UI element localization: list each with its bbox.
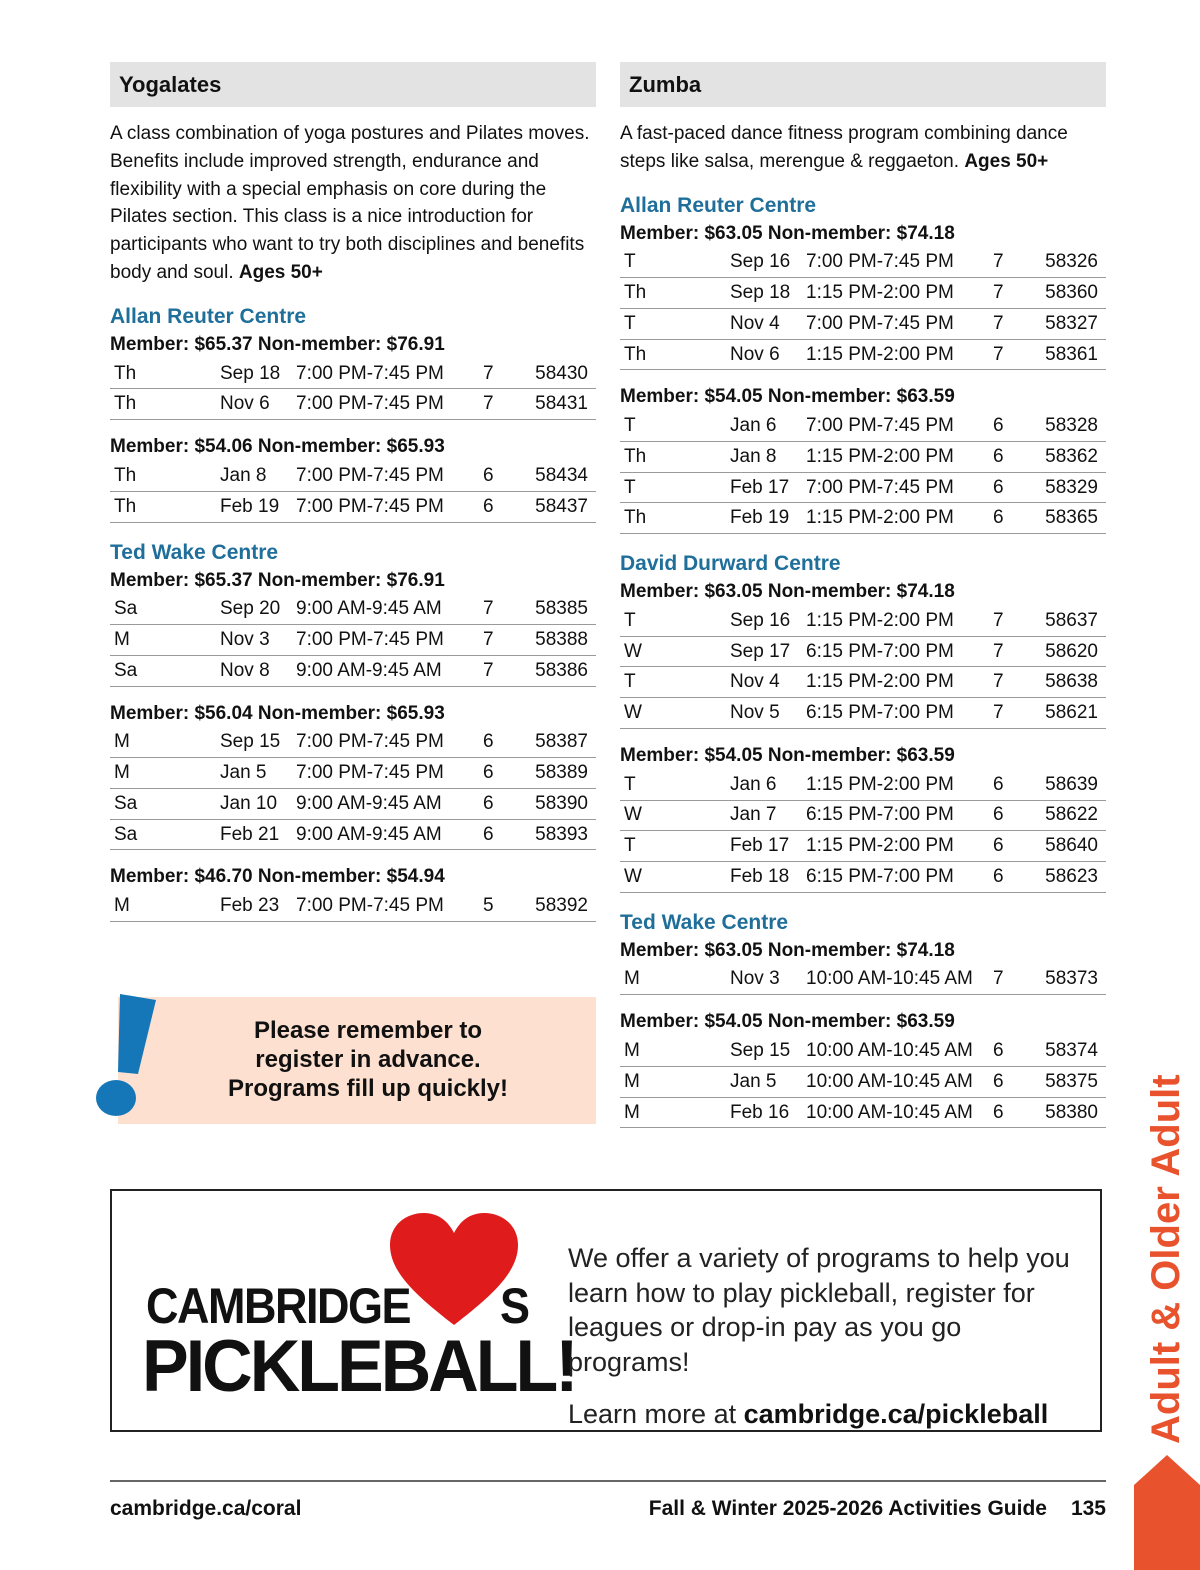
- time-cell: 7:00 PM-7:45 PM: [296, 891, 483, 921]
- day-cell: M: [110, 758, 220, 789]
- start-date-cell: Sep 15: [220, 728, 296, 758]
- course-code-cell: 58620: [1033, 636, 1106, 667]
- time-cell: 7:00 PM-7:45 PM: [296, 758, 483, 789]
- time-cell: 1:15 PM-2:00 PM: [806, 278, 993, 309]
- table-row: [620, 1066, 1106, 1097]
- start-date-cell: Feb 19: [730, 503, 806, 534]
- table-row: [620, 339, 1106, 370]
- centre-name: Allan Reuter Centre: [110, 304, 307, 328]
- day-cell: T: [620, 472, 730, 503]
- table-row: [110, 788, 596, 819]
- day-cell: Th: [620, 339, 730, 370]
- sessions-cell: 6: [993, 770, 1033, 800]
- table-row: [110, 359, 596, 389]
- course-code-cell: 58621: [1033, 698, 1106, 729]
- course-code-cell: 58360: [1033, 278, 1106, 309]
- page-number: 135: [1070, 1497, 1106, 1520]
- time-cell: 1:15 PM-2:00 PM: [806, 770, 993, 800]
- time-cell: 1:15 PM-2:00 PM: [806, 831, 993, 862]
- sessions-cell: 6: [993, 472, 1033, 503]
- table-row: [110, 491, 596, 522]
- time-cell: 6:15 PM-7:00 PM: [806, 861, 993, 892]
- table-row: [110, 461, 596, 491]
- day-cell: W: [620, 636, 730, 667]
- sessions-cell: 6: [993, 503, 1033, 534]
- logo-cambridge-text: CAMBRIDGE: [146, 1277, 410, 1335]
- start-date-cell: Sep 17: [730, 636, 806, 667]
- sessions-cell: 6: [483, 788, 523, 819]
- table-row: [110, 891, 596, 921]
- sessions-cell: 6: [993, 442, 1033, 473]
- time-cell: 10:00 AM-10:45 AM: [806, 965, 993, 995]
- course-code-cell: 58385: [523, 595, 596, 625]
- footer-url[interactable]: cambridge.ca/coral: [110, 1497, 302, 1520]
- course-code-cell: 58362: [1033, 442, 1106, 473]
- course-code-cell: 58637: [1033, 606, 1106, 636]
- sessions-cell: 7: [993, 339, 1033, 370]
- time-cell: 1:15 PM-2:00 PM: [806, 442, 993, 473]
- time-cell: 6:15 PM-7:00 PM: [806, 636, 993, 667]
- price-line: Member: $54.05 Non-member: $63.59: [620, 386, 955, 408]
- ad-learn-more: Learn more at cambridge.ca/pickleball: [568, 1399, 1049, 1429]
- day-cell: M: [110, 891, 220, 921]
- table-row: [620, 308, 1106, 339]
- day-cell: T: [620, 248, 730, 278]
- day-cell: M: [110, 625, 220, 656]
- time-cell: 10:00 AM-10:45 AM: [806, 1066, 993, 1097]
- table-row: [110, 655, 596, 686]
- table-row: [620, 831, 1106, 862]
- day-cell: Th: [110, 359, 220, 389]
- table-row: [620, 411, 1106, 441]
- course-code-cell: 58638: [1033, 667, 1106, 698]
- schedule-table: [620, 770, 1106, 893]
- start-date-cell: Nov 5: [730, 698, 806, 729]
- sessions-cell: 7: [483, 389, 523, 420]
- start-date-cell: Nov 4: [730, 308, 806, 339]
- price-line: Member: $65.37 Non-member: $76.91: [110, 569, 445, 591]
- start-date-cell: Feb 17: [730, 472, 806, 503]
- price-line: Member: $63.05 Non-member: $74.18: [620, 581, 955, 603]
- sessions-cell: 7: [993, 278, 1033, 309]
- centre-name: Ted Wake Centre: [110, 540, 279, 564]
- course-code-cell: 58380: [1033, 1097, 1106, 1128]
- ad-copy: [568, 1241, 1088, 1432]
- time-cell: 7:00 PM-7:45 PM: [806, 248, 993, 278]
- sessions-cell: 5: [483, 891, 523, 921]
- day-cell: M: [110, 728, 220, 758]
- sessions-cell: 7: [483, 595, 523, 625]
- pickleball-ad: [110, 1189, 1102, 1432]
- sessions-cell: 6: [483, 819, 523, 850]
- schedule-table: [110, 891, 596, 922]
- schedule-table: [110, 595, 596, 687]
- day-cell: W: [620, 861, 730, 892]
- table-row: [620, 770, 1106, 800]
- day-cell: M: [620, 965, 730, 995]
- start-date-cell: Jan 5: [730, 1066, 806, 1097]
- sessions-cell: 7: [483, 359, 523, 389]
- table-row: [620, 698, 1106, 729]
- price-line: Member: $56.04 Non-member: $65.93: [110, 702, 445, 724]
- time-cell: 7:00 PM-7:45 PM: [296, 491, 483, 522]
- start-date-cell: Feb 19: [220, 491, 296, 522]
- yogalates-section: [110, 62, 596, 922]
- sessions-cell: 6: [483, 758, 523, 789]
- start-date-cell: Jan 7: [730, 800, 806, 831]
- course-code-cell: 58622: [1033, 800, 1106, 831]
- course-code-cell: 58434: [523, 461, 596, 491]
- time-cell: 7:00 PM-7:45 PM: [806, 411, 993, 441]
- time-cell: 7:00 PM-7:45 PM: [296, 728, 483, 758]
- course-code-cell: 58375: [1033, 1066, 1106, 1097]
- schedule-table: [620, 411, 1106, 534]
- course-code-cell: 58387: [523, 728, 596, 758]
- table-row: [620, 667, 1106, 698]
- start-date-cell: Nov 6: [220, 389, 296, 420]
- course-code-cell: 58640: [1033, 831, 1106, 862]
- table-row: [620, 442, 1106, 473]
- section-title: Yogalates: [110, 62, 596, 107]
- price-line: Member: $46.70 Non-member: $54.94: [110, 866, 445, 888]
- day-cell: M: [620, 1097, 730, 1128]
- start-date-cell: Sep 18: [220, 359, 296, 389]
- sessions-cell: 6: [993, 1097, 1033, 1128]
- time-cell: 7:00 PM-7:45 PM: [296, 625, 483, 656]
- course-code-cell: 58639: [1033, 770, 1106, 800]
- section-tab-arrow: [1134, 1455, 1200, 1570]
- course-code-cell: 58431: [523, 389, 596, 420]
- course-code-cell: 58326: [1033, 248, 1106, 278]
- start-date-cell: Feb 18: [730, 861, 806, 892]
- start-date-cell: Feb 23: [220, 891, 296, 921]
- time-cell: 9:00 AM-9:45 AM: [296, 819, 483, 850]
- sessions-cell: 7: [993, 636, 1033, 667]
- time-cell: 1:15 PM-2:00 PM: [806, 503, 993, 534]
- course-code-cell: 58388: [523, 625, 596, 656]
- time-cell: 6:15 PM-7:00 PM: [806, 698, 993, 729]
- start-date-cell: Sep 16: [730, 606, 806, 636]
- schedule-table: [620, 965, 1106, 996]
- time-cell: 1:15 PM-2:00 PM: [806, 339, 993, 370]
- pickleball-link[interactable]: cambridge.ca/pickleball: [743, 1399, 1049, 1429]
- time-cell: 9:00 AM-9:45 AM: [296, 788, 483, 819]
- sessions-cell: 7: [993, 667, 1033, 698]
- sessions-cell: 7: [993, 698, 1033, 729]
- day-cell: Th: [110, 461, 220, 491]
- course-code-cell: 58374: [1033, 1036, 1106, 1066]
- price-line: Member: $54.05 Non-member: $63.59: [620, 744, 955, 766]
- start-date-cell: Nov 4: [730, 667, 806, 698]
- day-cell: Sa: [110, 655, 220, 686]
- table-row: [110, 758, 596, 789]
- start-date-cell: Sep 16: [730, 248, 806, 278]
- day-cell: Th: [110, 491, 220, 522]
- start-date-cell: Feb 16: [730, 1097, 806, 1128]
- table-row: [620, 1036, 1106, 1066]
- section-description: A class combination of yoga postures and Pilates moves. Benefits include improved strength, endurance and flexibility with a special emphasis on core during the Pilates section. This class is a nice introduction for participants who want to try both disciplines and benefits body and soul. Ages 50+: [110, 123, 590, 283]
- section-description: A fast-paced dance fitness program combining dance steps like salsa, merengue & reggaeton. Ages 50+: [620, 123, 1068, 172]
- sessions-cell: 6: [483, 461, 523, 491]
- centre-name: Allan Reuter Centre: [620, 193, 817, 217]
- day-cell: T: [620, 308, 730, 339]
- centre-name: Ted Wake Centre: [620, 910, 789, 934]
- time-cell: 10:00 AM-10:45 AM: [806, 1036, 993, 1066]
- start-date-cell: Nov 3: [730, 965, 806, 995]
- sessions-cell: 7: [993, 308, 1033, 339]
- table-row: [620, 800, 1106, 831]
- day-cell: T: [620, 667, 730, 698]
- day-cell: Sa: [110, 788, 220, 819]
- sessions-cell: 6: [993, 1036, 1033, 1066]
- course-code-cell: 58327: [1033, 308, 1106, 339]
- sessions-cell: 7: [993, 965, 1033, 995]
- sessions-cell: 6: [993, 411, 1033, 441]
- sessions-cell: 6: [993, 831, 1033, 862]
- reminder-box: [118, 997, 596, 1124]
- time-cell: 7:00 PM-7:45 PM: [806, 472, 993, 503]
- day-cell: T: [620, 606, 730, 636]
- day-cell: M: [620, 1036, 730, 1066]
- course-code-cell: 58437: [523, 491, 596, 522]
- day-cell: T: [620, 831, 730, 862]
- schedule-table: [620, 606, 1106, 729]
- course-code-cell: 58623: [1033, 861, 1106, 892]
- sessions-cell: 6: [993, 1066, 1033, 1097]
- sessions-cell: 7: [483, 655, 523, 686]
- table-row: [110, 595, 596, 625]
- start-date-cell: Jan 10: [220, 788, 296, 819]
- price-line: Member: $54.06 Non-member: $65.93: [110, 436, 445, 458]
- time-cell: 10:00 AM-10:45 AM: [806, 1097, 993, 1128]
- table-row: [110, 819, 596, 850]
- time-cell: 6:15 PM-7:00 PM: [806, 800, 993, 831]
- start-date-cell: Jan 6: [730, 411, 806, 441]
- start-date-cell: Nov 8: [220, 655, 296, 686]
- course-code-cell: 58430: [523, 359, 596, 389]
- start-date-cell: Sep 15: [730, 1036, 806, 1066]
- day-cell: W: [620, 698, 730, 729]
- table-row: [620, 861, 1106, 892]
- time-cell: 7:00 PM-7:45 PM: [296, 389, 483, 420]
- start-date-cell: Nov 3: [220, 625, 296, 656]
- price-line: Member: $54.05 Non-member: $63.59: [620, 1011, 955, 1033]
- course-code-cell: 58361: [1033, 339, 1106, 370]
- day-cell: T: [620, 411, 730, 441]
- table-row: [110, 728, 596, 758]
- footer-guide: Fall & Winter 2025-2026 Activities Guide 135: [648, 1497, 1106, 1520]
- section-tab-label: Adult & Older Adult: [1144, 1074, 1188, 1444]
- start-date-cell: Sep 20: [220, 595, 296, 625]
- footer-divider: [110, 1480, 1106, 1482]
- day-cell: Th: [620, 442, 730, 473]
- course-code-cell: 58373: [1033, 965, 1106, 995]
- course-code-cell: 58329: [1033, 472, 1106, 503]
- price-line: Member: $63.05 Non-member: $74.18: [620, 939, 955, 961]
- sessions-cell: 6: [993, 861, 1033, 892]
- schedule-table: [620, 1036, 1106, 1128]
- time-cell: 7:00 PM-7:45 PM: [296, 461, 483, 491]
- time-cell: 9:00 AM-9:45 AM: [296, 655, 483, 686]
- table-row: [110, 625, 596, 656]
- course-code-cell: 58365: [1033, 503, 1106, 534]
- sessions-cell: 6: [993, 800, 1033, 831]
- time-cell: 1:15 PM-2:00 PM: [806, 667, 993, 698]
- table-row: [620, 248, 1106, 278]
- day-cell: Th: [620, 278, 730, 309]
- start-date-cell: Jan 8: [220, 461, 296, 491]
- schedule-table: [110, 461, 596, 522]
- start-date-cell: Nov 6: [730, 339, 806, 370]
- price-line: Member: $65.37 Non-member: $76.91: [110, 333, 445, 355]
- schedule-table: [110, 728, 596, 851]
- sessions-cell: 7: [993, 606, 1033, 636]
- time-cell: 9:00 AM-9:45 AM: [296, 595, 483, 625]
- centre-name: David Durward Centre: [620, 552, 841, 576]
- table-row: [620, 1097, 1106, 1128]
- start-date-cell: Jan 6: [730, 770, 806, 800]
- course-code-cell: 58393: [523, 819, 596, 850]
- zumba-section: [620, 62, 1106, 1128]
- start-date-cell: Sep 18: [730, 278, 806, 309]
- day-cell: W: [620, 800, 730, 831]
- sessions-cell: 6: [483, 728, 523, 758]
- start-date-cell: Feb 17: [730, 831, 806, 862]
- logo-s-text: S: [500, 1277, 531, 1335]
- course-code-cell: 58328: [1033, 411, 1106, 441]
- course-code-cell: 58386: [523, 655, 596, 686]
- schedule-table: [620, 248, 1106, 371]
- sessions-cell: 7: [483, 625, 523, 656]
- course-code-cell: 58389: [523, 758, 596, 789]
- table-row: [620, 503, 1106, 534]
- day-cell: Sa: [110, 819, 220, 850]
- time-cell: 7:00 PM-7:45 PM: [296, 359, 483, 389]
- price-line: Member: $63.05 Non-member: $74.18: [620, 222, 955, 244]
- table-row: [620, 472, 1106, 503]
- exclamation-icon: [94, 994, 164, 1124]
- table-row: [620, 278, 1106, 309]
- ad-body: We offer a variety of programs to help you learn how to play pickleball, register for leagues or drop-in pay as you go programs!: [568, 1243, 1070, 1377]
- time-cell: 7:00 PM-7:45 PM: [806, 308, 993, 339]
- day-cell: T: [620, 770, 730, 800]
- sessions-cell: 7: [993, 248, 1033, 278]
- schedule-table: [110, 359, 596, 420]
- table-row: [620, 636, 1106, 667]
- sessions-cell: 6: [483, 491, 523, 522]
- table-row: [620, 606, 1106, 636]
- table-row: [110, 389, 596, 420]
- centres-list: [620, 193, 1106, 1129]
- reminder-text: Please remember to register in advance. Programs fill up quickly!: [227, 1017, 509, 1102]
- day-cell: Th: [620, 503, 730, 534]
- table-row: [620, 965, 1106, 995]
- start-date-cell: Jan 5: [220, 758, 296, 789]
- logo-pickleball-text: PICKLEBALL!: [142, 1324, 576, 1407]
- section-title: Zumba: [620, 62, 1106, 107]
- cambridge-loves-pickleball-logo: [140, 1211, 576, 1411]
- course-code-cell: 58390: [523, 788, 596, 819]
- course-code-cell: 58392: [523, 891, 596, 921]
- time-cell: 1:15 PM-2:00 PM: [806, 606, 993, 636]
- centres-list: [110, 304, 596, 922]
- day-cell: Sa: [110, 595, 220, 625]
- day-cell: M: [620, 1066, 730, 1097]
- start-date-cell: Feb 21: [220, 819, 296, 850]
- start-date-cell: Jan 8: [730, 442, 806, 473]
- day-cell: Th: [110, 389, 220, 420]
